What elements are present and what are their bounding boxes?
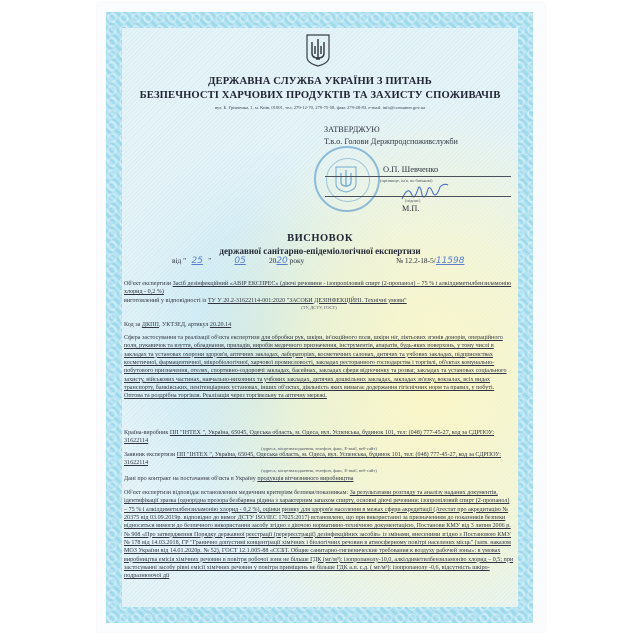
code-mid: , УКТЗЕД, артикул	[158, 322, 209, 328]
producer-paragraph	[124, 429, 514, 452]
code-dkpp: ДКПП	[141, 322, 159, 328]
date-day: 25	[191, 256, 203, 266]
applicant-value: ПП "ІНТЕХ ", Україна, 65045, Одеська область, м. Одеса, вул. Успенська, будинок 101, тел: (048) 777-45-27, код за СДРПОУ: 31622114	[124, 452, 501, 467]
conclusion-title: ВИСНОВОК	[287, 233, 353, 244]
object-paragraph	[124, 280, 514, 311]
contract-row	[124, 475, 514, 483]
date-year-prefix: 20	[268, 256, 277, 265]
compliance-paragraph	[124, 489, 514, 581]
conclusion-number-prefix: № 12.2-18-5/	[395, 256, 436, 265]
conclusion-subtitle: державної санітарно-епідеміологічної експертизи	[219, 246, 421, 256]
scope-paragraph	[124, 334, 514, 401]
approver-position: Т.в.о. Голови Держпродспоживслужби	[324, 137, 458, 146]
code-label: Код за	[124, 322, 141, 328]
contract-value: продукція вітчизняного виробництва	[257, 476, 354, 482]
producer-caption: (адреса, місцезнаходження, телефон, факс, E-mail, веб-сайт)	[261, 445, 377, 451]
agency-title-line2: БЕЗПЕЧНОСТІ ХАРЧОВИХ ПРОДУКТІВ ТА ЗАХИСТУ СПОЖИВАЧІВ	[139, 90, 501, 101]
signature-caption: (підпис)	[405, 198, 421, 203]
compliance-value: За результатами розгляду та аналізу наданих документів, ідентифікації зразка (однорідна прозора безбарвна рідина з характерним запахом спирту, основні діючі речовини: ізопропіловий спирт (2-пропанол) – 75 % і алкілдиметилбензиламонію хлорид - 0,2 %), оцінки ризику для здоров'я населення в межах сфери акредитації (Атестат про акредитацію № 20375 від 03.09.2019р. відповідно до вимог ДСТУ ISO/IEC 17025:2017) встановлено, що при використанні за призначенням до показників безпеки відносяться вимоги до безпечного використання засобу згідно з діючою нормативно-технічною документацією, Постанови КМУ від 3 липня 2006 р. № 908 «Про затвердження Порядку державної реєстрації (перереєстрації) дезінфекційних засобів» із змінами, внесеними згідно з Постановою КМУ № 178 від 14.03.2018, ГР "Гранично допустимі концентрації хімічних і біологічних речовин в атмосферному повітрі населених місць" (затв. наказом МОЗ України від 14.01.2020р. № 52), ГОСТ 12.1.005-88 «ССБТ. Общие санитарно-гигиенические требования к воздуху рабочей зоны»: в умовах виробництва емісія хімічних речовин в повітря робочої зони не більше ГДК (мг/м³): ізопропанолу-10,0, алкілдиметилбензиламонію хлорид – 0,5; при застосуванні засобу рівні емісії хімічних речовин у повітря приміщень не більше ГДК а.п. с.д. ( мг/м³): ізопропанолу -0,6, відсутність шкіро-подразнюючої дії	[124, 490, 514, 580]
conclusion-date-row: від " 25 " 05 2020 року № 12.2-18-5/11598	[172, 256, 465, 266]
made-caption: (ТУ, ДСТУ, ГОСТ)	[301, 305, 337, 311]
applicant-paragraph	[124, 451, 514, 474]
conclusion-number-handwritten: 11598	[435, 256, 465, 266]
producer-label: Країна-виробник	[124, 430, 169, 436]
signature-line	[325, 196, 511, 197]
code-row	[124, 321, 514, 329]
date-year-suffix: 20	[276, 256, 288, 266]
producer-value: ПП "ІНТЕХ ", Україна, 65045, Одеська область, м. Одеса, вул. Успенська, будинок 101, тел: (048) 777-45-27, код за СДРПОУ: 31622114	[124, 430, 495, 445]
object-label: Об'єкт експертизи	[124, 281, 172, 287]
agency-title-line1: ДЕРЖАВНА СЛУЖБА УКРАЇНИ З ПИТАНЬ	[208, 76, 432, 87]
scope-label: Сфера застосування та реалізації об'єкта експертизи	[124, 335, 260, 341]
date-month: 05	[234, 256, 246, 266]
date-suffix: року	[289, 256, 305, 265]
approve-label: ЗАТВЕРДЖУЮ	[324, 125, 380, 134]
date-prefix: від	[172, 256, 182, 265]
signatory-name: О.П. Шевченко	[383, 164, 439, 174]
made-label: виготовлений у відповідності із	[124, 297, 207, 304]
made-value: ТУ У 20.2-31622114-001:2020 "ЗАСОБИ ДЕЗІНФЕКЦІЙНІ. Технічні умови"	[207, 297, 407, 304]
object-value: Засіб дезінфекційний «АВІР ЕКСПРЕС» (діючі речовини - ізопропіловий спирт (2-пропанол) – 75 % і алкілдиметилбензиламонію хлорид - 0,2 %)	[124, 281, 512, 296]
seal-label: М.П.	[402, 204, 420, 213]
contract-label: Дані про контракт на постачання об'єкта в Україну	[124, 476, 256, 482]
agency-address: вул. Б. Грінченка, 1, м. Київ, 01001, тел. 279-12-70, 279-75-58, факс 279-48-83, e-mail: info@consumer.gov.ua	[214, 105, 426, 110]
signatory-line	[325, 176, 511, 177]
compliance-label: Об'єкт експертизи відповідає встановленим медичним критеріям безпеки/показникам:	[124, 490, 349, 496]
applicant-caption: (адреса, місцезнаходження, телефон, факс, E-mail, веб-сайт)	[261, 467, 377, 473]
ukraine-trident-emblem-icon	[305, 33, 331, 67]
signatory-caption: (прізвище, ім'я, по батькові)	[380, 178, 433, 183]
scope-value: для обробки рук, шкіри, ін'єкційного поля, шкіри ніг, ліктьових згинів донорів, операційного поля, рукавичок та взуття, обладнання, приладів, виробів медичного призначення, інструментів, апаратів, будь-яких поверхонь, у тому числі в закладах та установах охорони здоров'я, аптечних закладах, лабораторіях, косметичних салонах, дитячих та учбових закладах, підприємствах косметичної, фармацевтичної, мікробіологічної, харчової промисловості, закладах ресторанного господарства і торгівлі, об'єктах комунально-побутового призначення, отелях, спортивно-оздоровчі закладах, басейнах, закладах сфери відпочинку та розваг, закладах та установах соціального захисту, військових частинах, навчально-виховних та учбових закладах, дитячих дошкільних закладах, закладах зв'язку, вокзалах, всіх видах транспорту, банківських, пенітенціарних установах, інших об'єктах, діяльність яких вимагає додержання гігієнічних норм та правил, у побуті. Оптова та роздрібна торгівля. Реалізація через торгівельну та аптечну мережі.	[124, 335, 507, 400]
applicant-label: Заявник експертизи	[124, 452, 176, 458]
code-value: 20.20.14	[209, 322, 232, 328]
seal-trident-icon	[333, 165, 359, 193]
